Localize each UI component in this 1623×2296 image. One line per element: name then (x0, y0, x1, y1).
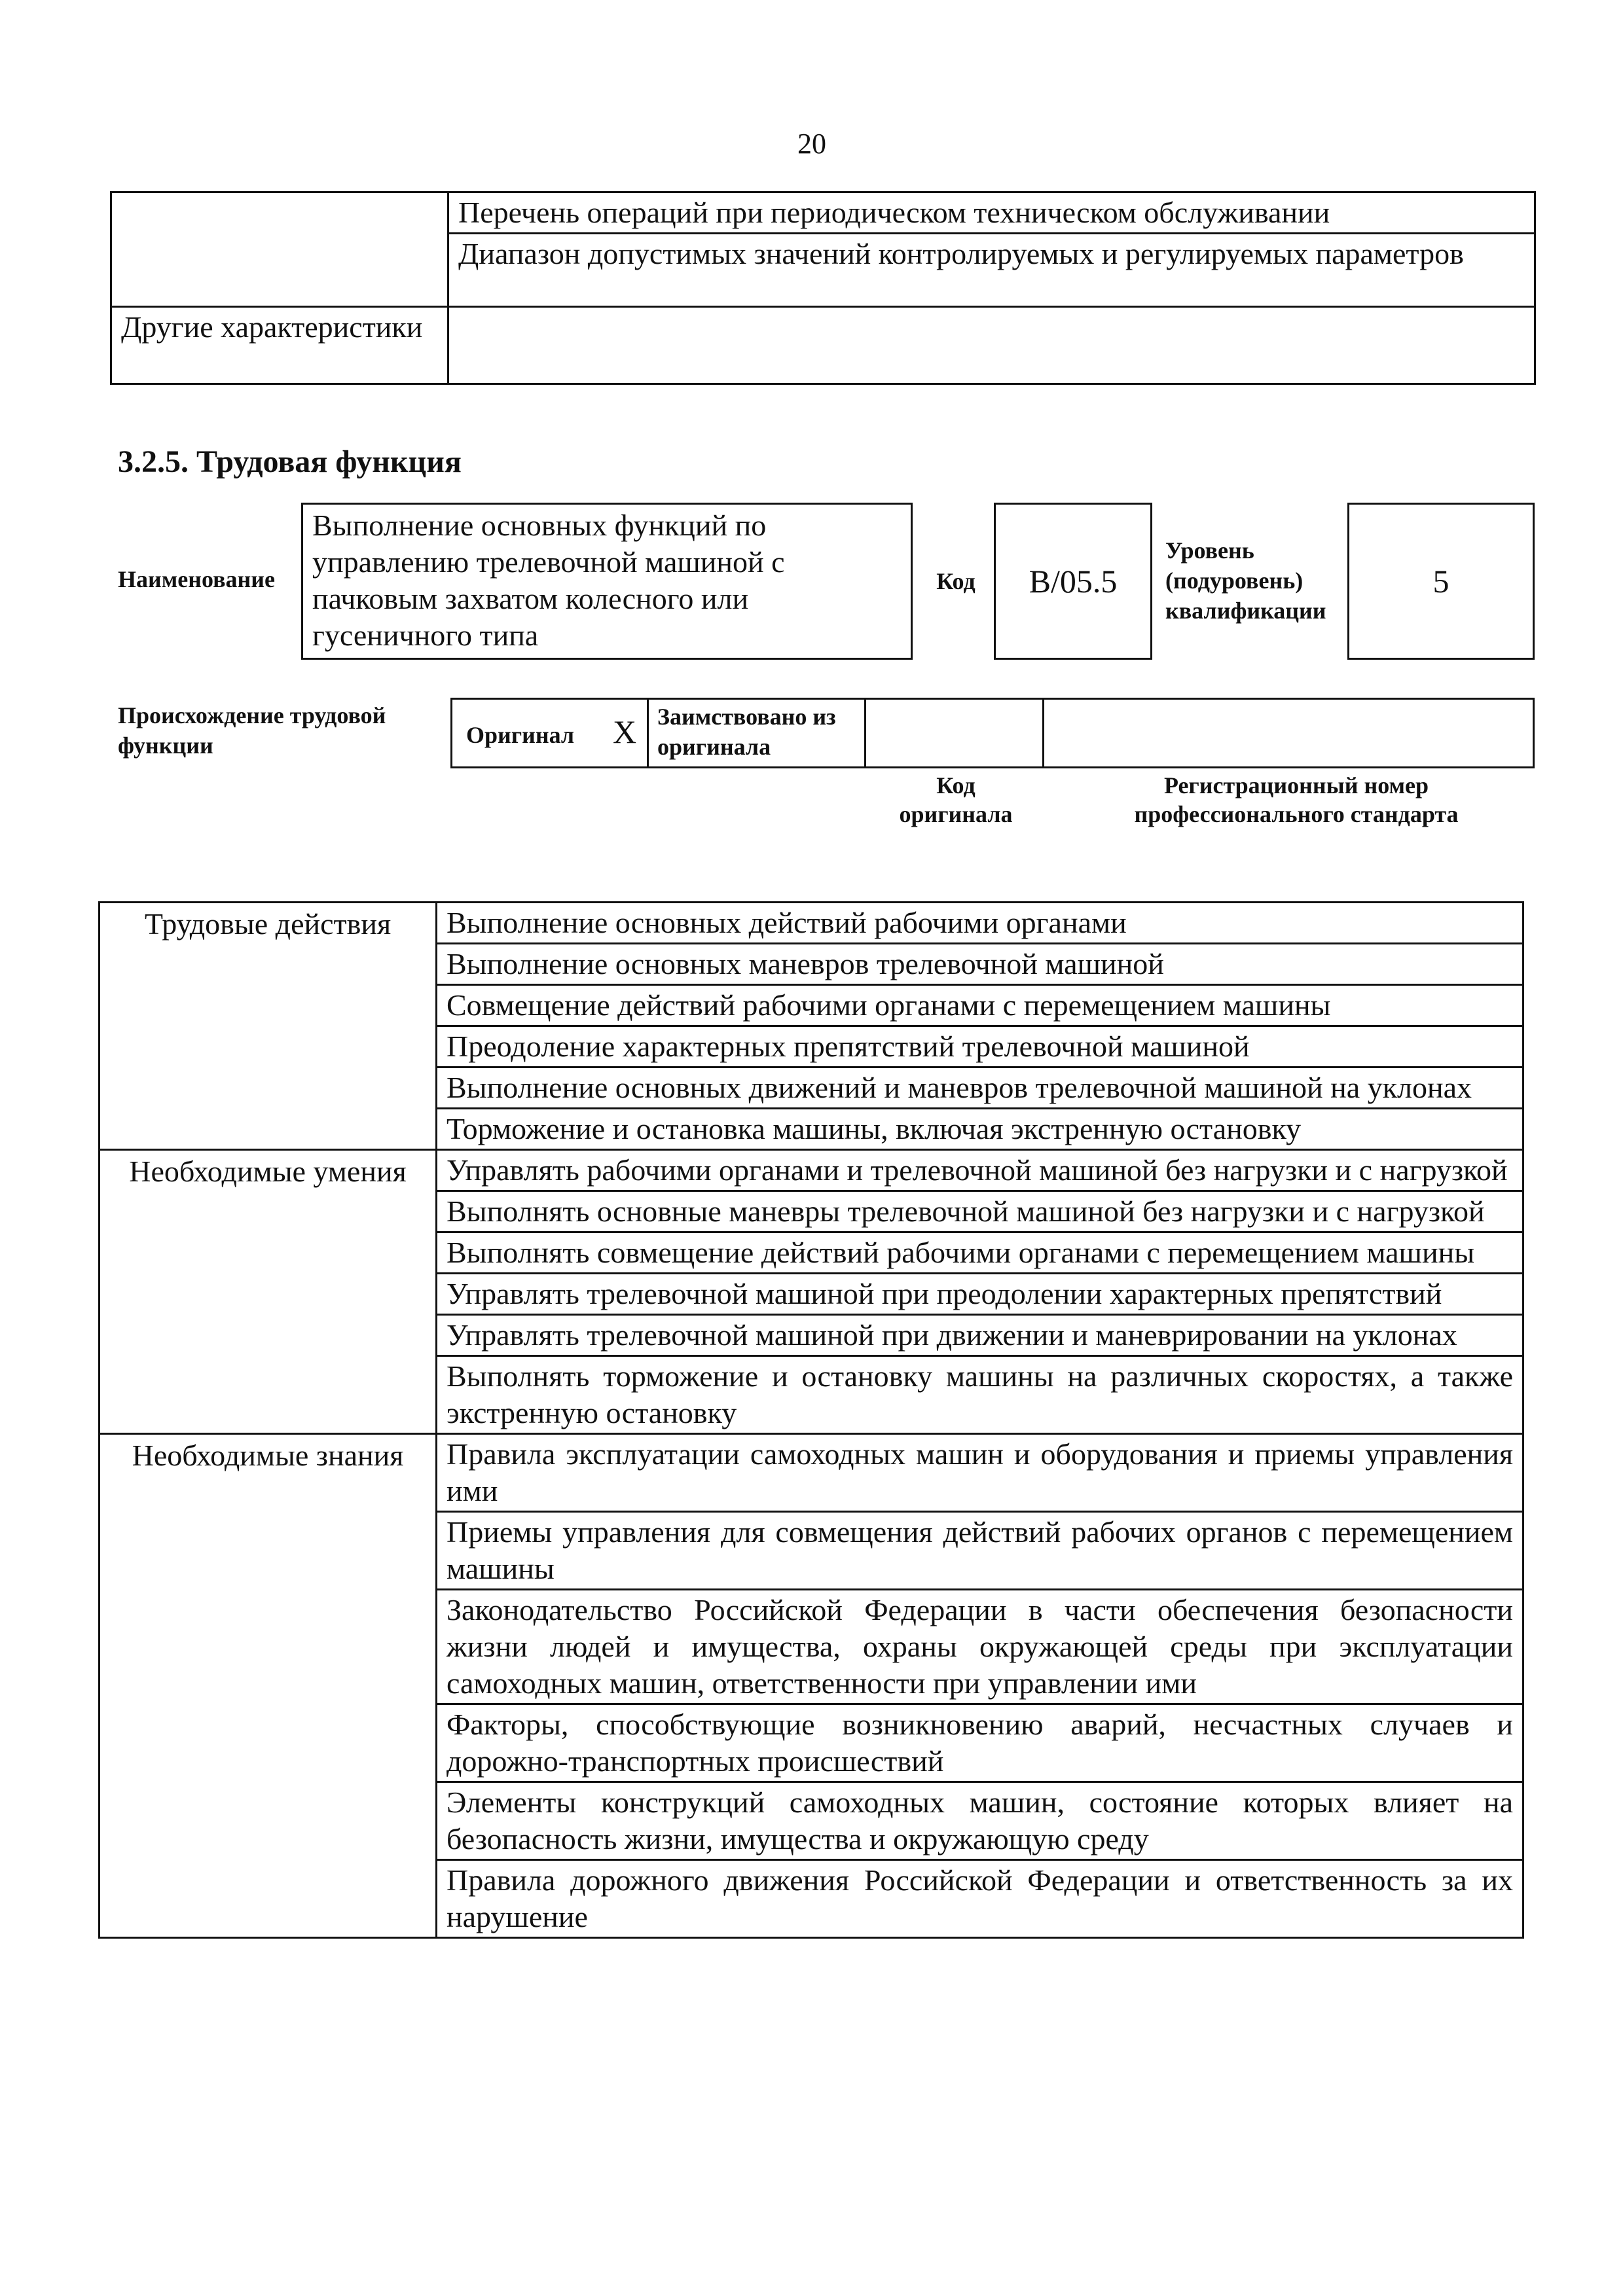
table-cell: Приемы управления для совмещения действий рабочих органов с перемещением машины (437, 1512, 1523, 1590)
table-cell: Выполнять основные маневры трелевочной машиной без нагрузки и с нагрузкой (437, 1191, 1523, 1232)
table-cell: Управлять рабочими органами и трелевочной машиной без нагрузки и с нагрузкой (437, 1150, 1523, 1191)
divider (864, 698, 866, 768)
table-row (111, 307, 1535, 384)
name-label: Наименование (118, 566, 275, 592)
top-table (110, 191, 1536, 385)
main-table (98, 901, 1524, 1939)
group-title: Необходимые знания (100, 1434, 437, 1938)
group-title: Трудовые действия (100, 903, 437, 1150)
top-table-cell: Перечень операций при периодическом техническом обслуживании (448, 192, 1535, 234)
original-mark: X (612, 713, 637, 750)
table-row (100, 1434, 1523, 1512)
divider (647, 698, 649, 768)
table-cell: Выполнять совмещение действий рабочими органами с перемещением машины (437, 1232, 1523, 1274)
page-number: 20 (797, 128, 826, 160)
top-table-left-cell (111, 192, 448, 307)
table-cell: Элементы конструкций самоходных машин, состояние которых влияет на безопасность жизни, имущества и окружающую среду (437, 1782, 1523, 1860)
reg-number-caption: Регистрационный номер профессионального стандарта (1134, 772, 1459, 827)
original-label: Оригинал (466, 722, 575, 748)
divider (1042, 698, 1044, 768)
top-table-cell: Диапазон допустимых значений контролируемых и регулируемых параметров (448, 234, 1535, 307)
table-cell: Выполнять торможение и остановку машины на различных скоростях, а также экстренную остановку (437, 1356, 1523, 1434)
top-table-left-cell: Другие характеристики (111, 307, 448, 384)
table-row (100, 903, 1523, 944)
table-cell: Правила дорожного движения Российской Федерации и ответственность за их нарушение (437, 1860, 1523, 1938)
table-cell: Выполнение основных действий рабочими органами (437, 903, 1523, 944)
section-heading: 3.2.5. Трудовая функция (118, 444, 462, 479)
borrowed-label: Заимствовано из оригинала (657, 704, 836, 760)
code-value-box: B/05.5 (994, 503, 1152, 660)
table-cell: Законодательство Российской Федерации в части обеспечения безопасности жизни людей и имущества, охраны окружающей среды при эксплуатации самоходных машин, ответственности при управлении ими (437, 1590, 1523, 1704)
table-cell: Выполнение основных маневров трелевочной машиной (437, 944, 1523, 985)
level-label: Уровень (подуровень) квалификации (1165, 537, 1326, 624)
table-cell: Факторы, способствующие возникновению аварий, несчастных случаев и дорожно-транспортных происшествий (437, 1704, 1523, 1782)
function-name-box: Выполнение основных функций по управлению трелевочной машиной с пачковым захватом колесного или гусеничного типа (301, 503, 913, 660)
table-row (100, 1150, 1523, 1191)
table-cell: Преодоление характерных препятствий трелевочной машиной (437, 1026, 1523, 1067)
table-cell: Торможение и остановка машины, включая экстренную остановку (437, 1109, 1523, 1150)
table-cell: Управлять трелевочной машиной при преодолении характерных препятствий (437, 1274, 1523, 1315)
table-cell: Совмещение действий рабочими органами с перемещением машины (437, 985, 1523, 1026)
table-cell: Выполнение основных движений и маневров трелевочной машиной на уклонах (437, 1067, 1523, 1109)
origin-label: Происхождение трудовой функции (118, 702, 386, 759)
table-row (111, 192, 1535, 234)
top-table-cell (448, 307, 1535, 384)
code-original-caption: Код оригинала (899, 772, 1013, 827)
table-cell: Управлять трелевочной машиной при движении и маневрировании на уклонах (437, 1315, 1523, 1356)
level-value-box: 5 (1347, 503, 1535, 660)
group-title: Необходимые умения (100, 1150, 437, 1434)
code-label: Код (936, 568, 976, 594)
table-cell: Правила эксплуатации самоходных машин и оборудования и приемы управления ими (437, 1434, 1523, 1512)
